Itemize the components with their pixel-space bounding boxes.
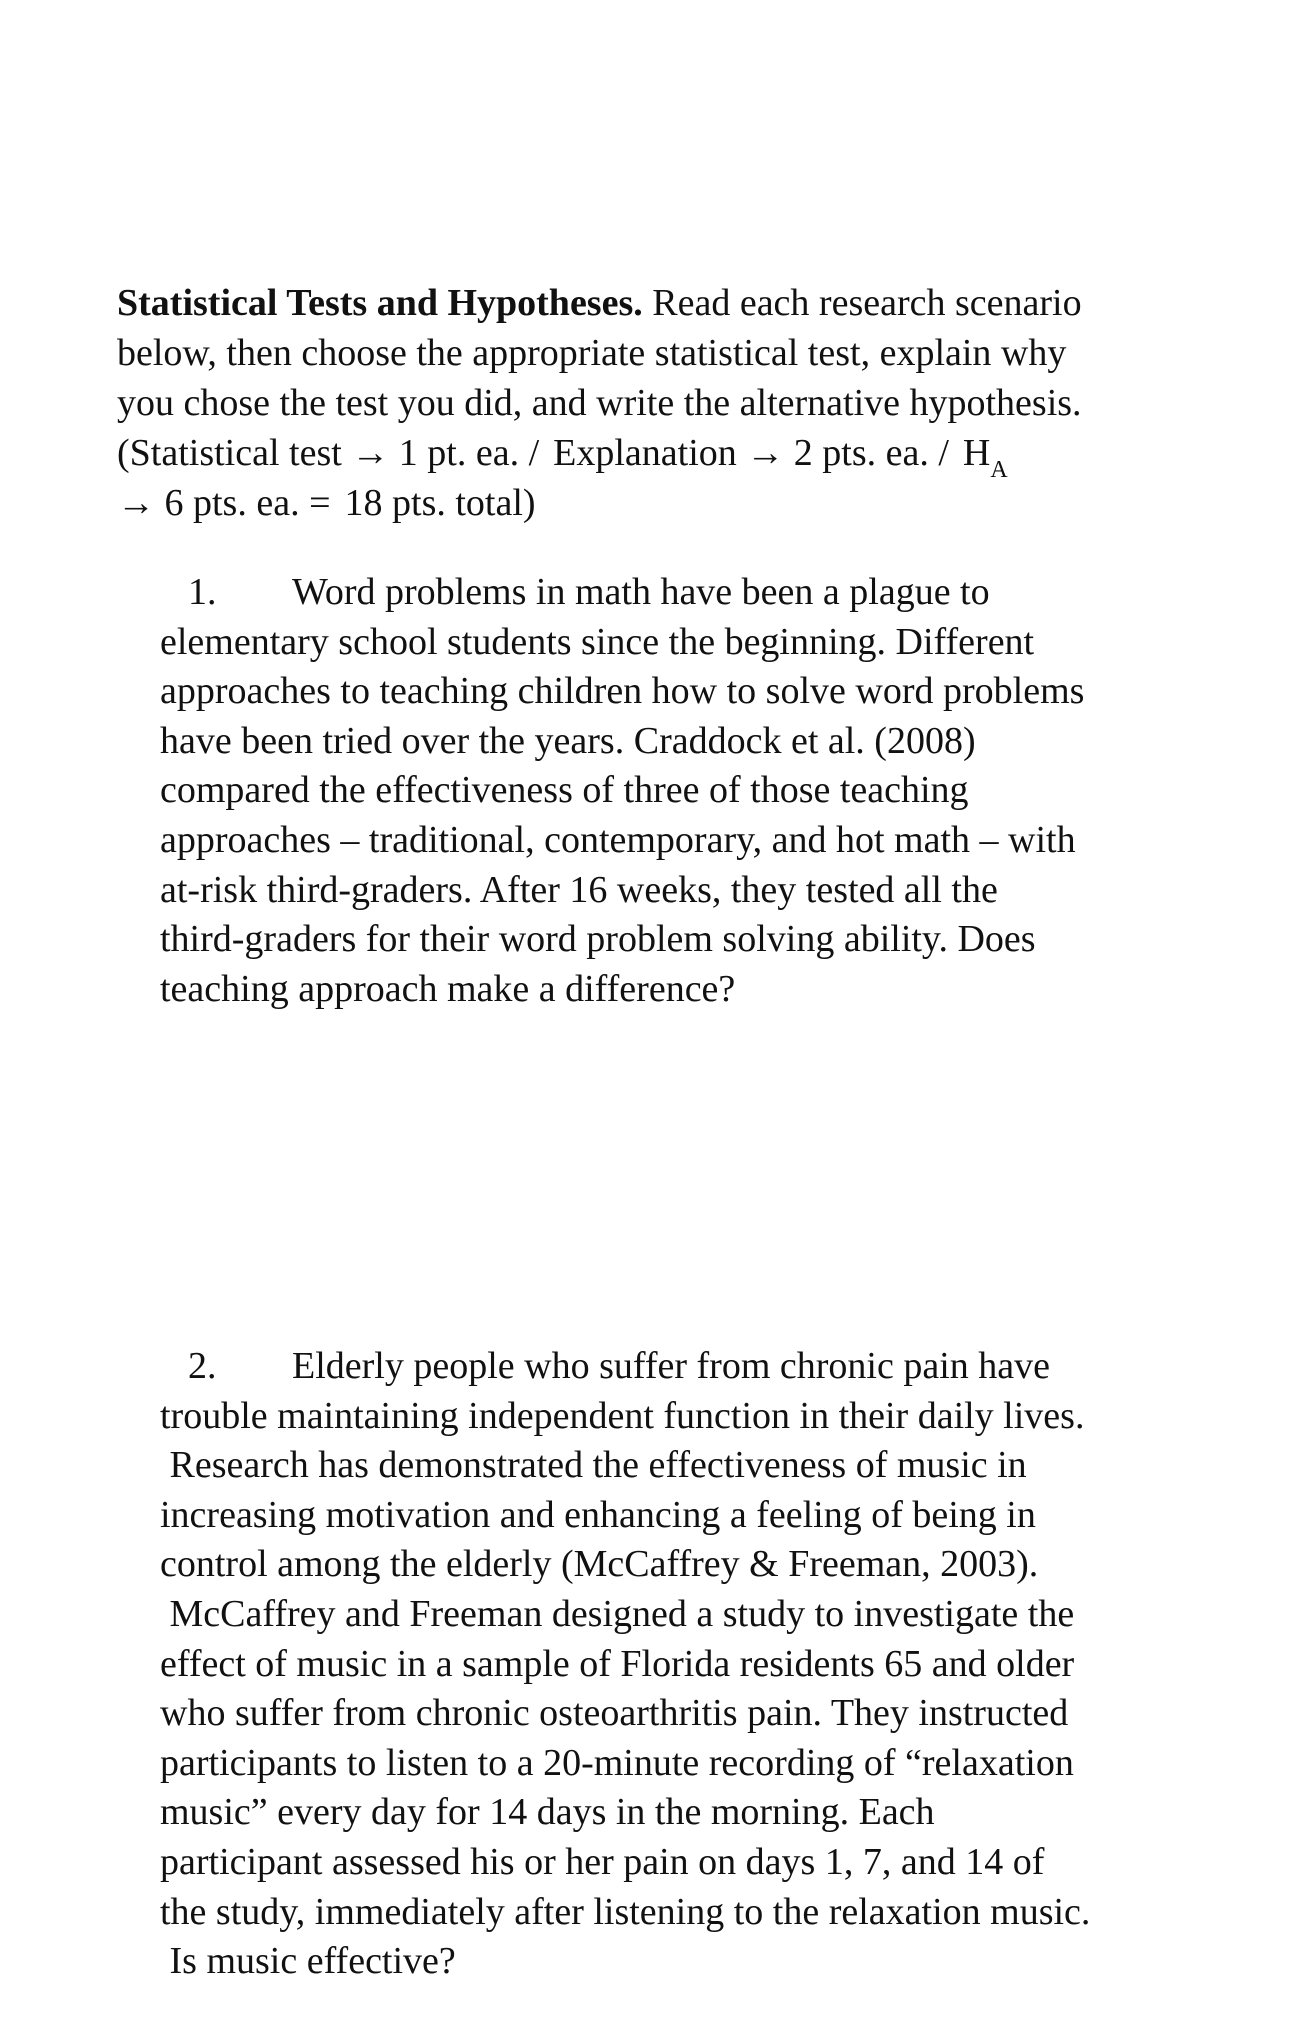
question-line: third-graders for their word problem solving ability. Does <box>160 918 1036 961</box>
instructions-line-1: Statistical Tests and Hypotheses. Read each research scenario <box>117 282 1082 324</box>
question-line: participants to listen to a 20-minute recording of “relaxation <box>160 1741 1074 1784</box>
question-line: compared the effectiveness of three of those teaching <box>160 769 969 812</box>
question-line: teaching approach make a difference? <box>160 967 736 1010</box>
question-line: Is music effective? <box>160 1940 456 1983</box>
question-2 <box>160 1342 1200 1987</box>
question-line: trouble maintaining independent function in their daily lives. <box>160 1394 1085 1437</box>
question-line: at-risk third-graders. After 16 weeks, they tested all the <box>160 868 998 911</box>
question-line: control among the elderly (McCaffrey & Freeman, 2003). <box>160 1543 1039 1586</box>
question-line: who suffer from chronic osteoarthritis pain. They instructed <box>160 1692 1069 1735</box>
question-1 <box>160 568 1200 1014</box>
question-line: Research has demonstrated the effectiveness of music in <box>160 1444 1027 1487</box>
alt-hypothesis-symbol: H <box>962 432 991 474</box>
question-line: have been tried over the years. Craddock et al. (2008) <box>160 719 976 762</box>
question-line: approaches – traditional, contemporary, and hot math – with <box>160 818 1076 861</box>
instructions-line-3: you chose the test you did, and write the alternative hypothesis. <box>117 382 1082 424</box>
question-line: 1. Word problems in math have been a plague to <box>160 568 1200 618</box>
section-title: Statistical Tests and Hypotheses. <box>117 282 643 324</box>
question-line: increasing motivation and enhancing a feeling of being in <box>160 1493 1036 1536</box>
question-line: elementary school students since the beginning. Different <box>160 620 1035 663</box>
question-line: 2. Elderly people who suffer from chronic pain have <box>160 1342 1200 1392</box>
question-line: approaches to teaching children how to solve word problems <box>160 670 1085 713</box>
instructions-paragraph <box>117 278 1227 528</box>
question-line: music” every day for 14 days in the morning. Each <box>160 1791 935 1834</box>
question-number: 2. <box>188 1345 217 1387</box>
instructions-line-5: → 6 pts. ea. = 18 pts. total) <box>117 482 536 524</box>
question-line: McCaffrey and Freeman designed a study to investigate the <box>160 1592 1075 1635</box>
question-line: the study, immediately after listening to the relaxation music. <box>160 1890 1091 1933</box>
question-line: participant assessed his or her pain on days 1, 7, and 14 of <box>160 1840 1045 1883</box>
alt-hypothesis-subscript: A <box>990 457 1008 483</box>
question-number: 1. <box>188 571 217 613</box>
question-line: effect of music in a sample of Florida residents 65 and older <box>160 1642 1075 1685</box>
instructions-line-2: below, then choose the appropriate statistical test, explain why <box>117 332 1067 374</box>
instructions-line-4: (Statistical test → 1 pt. ea. / Explanation → 2 pts. ea. / $H_A$ <box>117 432 1008 483</box>
